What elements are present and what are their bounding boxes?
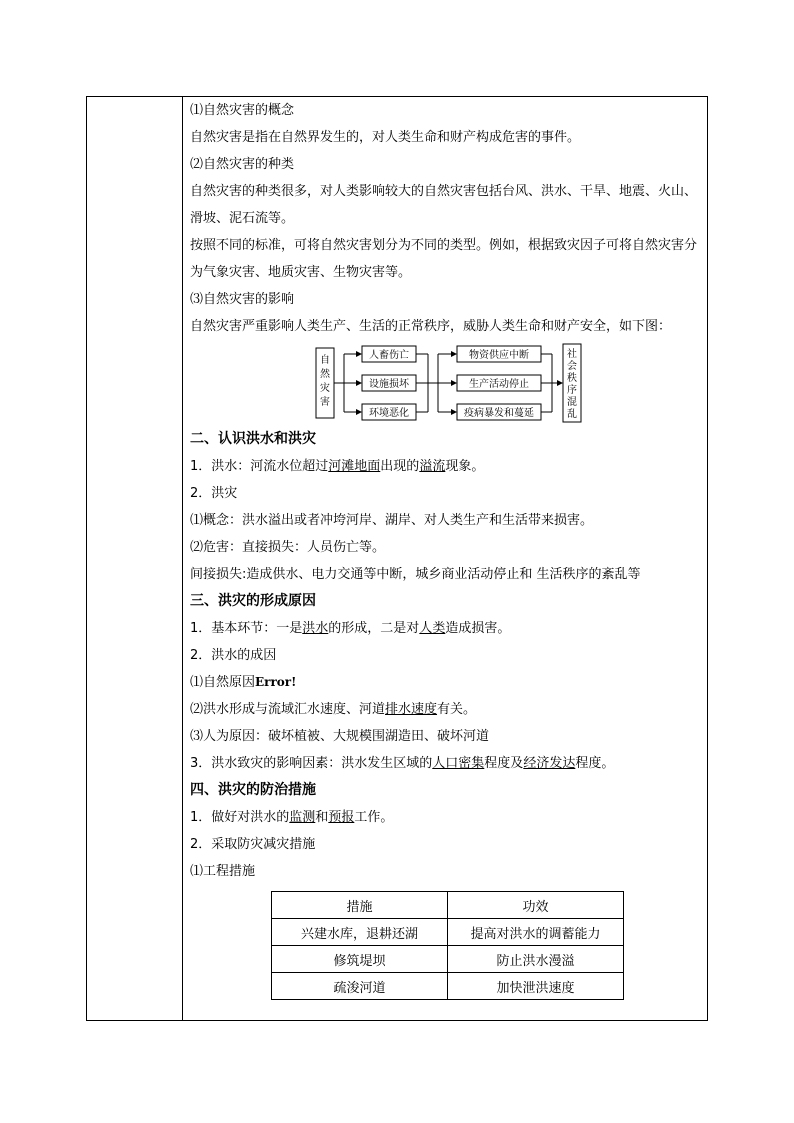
concept-text: 自然灾害是指在自然界发生的，对人类生命和财产构成危害的事件。	[190, 130, 581, 145]
flood-causes-heading: 2．洪水的成因	[190, 648, 277, 663]
result-char-0: 社	[567, 349, 577, 360]
source-char-3: 害	[320, 397, 330, 408]
flood-def-u1: 河滩地面	[328, 459, 381, 474]
error-marker: Error!	[255, 675, 297, 689]
basic-post: 造成损害。	[445, 621, 511, 636]
section-3-heading: 三、洪灾的形成原因	[190, 593, 316, 609]
right-label-1: 生产活动停止	[469, 379, 529, 390]
monitor-u2: 预报	[328, 810, 355, 825]
monitor-mid: 和	[315, 810, 329, 825]
flood-def-u2: 溢流	[419, 459, 446, 474]
natural-cause	[190, 669, 704, 696]
formation-factor	[190, 696, 704, 723]
source-char-1: 然	[320, 369, 330, 380]
section-2-heading: 二、认识洪水和洪灾	[190, 431, 316, 447]
natural-pre: ⑴自然原因	[190, 675, 256, 690]
formation-u: 排水速度	[385, 702, 438, 717]
formation-post: 有关。	[437, 702, 477, 717]
monitor-u1: 监测	[289, 810, 316, 825]
result-char-2: 秩	[567, 373, 577, 384]
factor-mid: 程度及	[484, 756, 524, 771]
factor-pre: 3．洪水致灾的影响因素：洪水发生区域的	[190, 756, 433, 771]
disaster-factors	[190, 750, 704, 777]
left-label-1: 设施损坏	[369, 379, 409, 390]
table-header-measure: 措施	[272, 892, 448, 919]
table-cell: 防止洪水漫溢	[448, 946, 624, 973]
basic-links	[190, 615, 704, 642]
measures-heading: 2．采取防灾减灾措施	[190, 837, 316, 852]
table-header-effect: 功效	[448, 892, 624, 919]
types-heading: ⑵自然灾害的种类	[190, 157, 295, 172]
factor-post: 程度。	[575, 756, 615, 771]
flood-def-post: 现象。	[445, 459, 485, 474]
classification-text: 按照不同的标准，可将自然灾害划分为不同的类型。例如，根据致灾因子可将自然灾害分为气象灾害、地质灾害、生物灾害等。	[190, 238, 698, 280]
flood-definition	[190, 453, 704, 480]
basic-pre: 1．基本环节：一是	[190, 621, 303, 636]
source-char-0: 自	[320, 355, 330, 366]
result-char-3: 序	[567, 385, 577, 396]
left-label-0: 人畜伤亡	[369, 350, 409, 361]
impact-heading: ⑶自然灾害的影响	[190, 292, 295, 307]
content-cell	[190, 97, 704, 1000]
left-label-2: 环境恶化	[369, 408, 409, 419]
table-cell: 加快泄洪速度	[448, 973, 624, 1000]
right-label-2: 疫病暴发和蔓延	[464, 408, 534, 419]
table-cell: 修筑堤坝	[272, 946, 448, 973]
result-char-4: 混	[567, 397, 577, 408]
engineering-heading: ⑴工程措施	[190, 864, 256, 879]
table-cell: 提高对洪水的调蓄能力	[448, 919, 624, 946]
right-label-0: 物资供应中断	[469, 350, 529, 361]
factor-u2: 经济发达	[523, 756, 576, 771]
factor-u1: 人口密集	[432, 756, 485, 771]
types-text: 自然灾害的种类很多，对人类影响较大的自然灾害包括台风、洪水、干旱、地震、火山、滑坡、泥石流等。	[190, 184, 698, 226]
flow-svg	[190, 342, 704, 424]
flood-disaster-concept: ⑴概念：洪水溢出或者冲垮河岸、湖岸、对人类生产和生活带来损害。	[190, 513, 594, 528]
table-cell: 疏浚河道	[272, 973, 448, 1000]
human-cause: ⑶人为原因：破坏植被、大规模围湖造田、破坏河道	[190, 729, 490, 744]
measures-table	[271, 891, 624, 1000]
flood-def-mid: 出现的	[380, 459, 420, 474]
basic-u1: 洪水	[302, 621, 329, 636]
table-row	[272, 973, 624, 1000]
table-header-row	[272, 892, 624, 919]
basic-u2: 人类	[419, 621, 446, 636]
flood-indirect-loss: 间接损失:造成供水、电力交通等中断，城乡商业活动停止和 生活秩序的紊乱等	[190, 567, 641, 582]
result-char-5: 乱	[567, 409, 577, 420]
monitor-pre: 1．做好对洪水的	[190, 810, 290, 825]
monitoring	[190, 804, 704, 831]
column-divider	[182, 97, 183, 1020]
basic-mid: 的形成，二是对	[328, 621, 420, 636]
formation-pre: ⑵洪水形成与流域汇水速度、河道	[190, 702, 386, 717]
flood-def-pre: 1．洪水：河流水位超过	[190, 459, 329, 474]
table-row	[272, 919, 624, 946]
impact-flow-diagram	[190, 342, 704, 424]
impact-text: 自然灾害严重影响人类生产、生活的正常秩序，威胁人类生命和财产安全，如下图：	[190, 319, 672, 334]
table-row	[272, 946, 624, 973]
source-char-2: 灾	[320, 383, 330, 394]
concept-heading: ⑴自然灾害的概念	[190, 103, 295, 118]
result-char-1: 会	[567, 361, 577, 372]
flood-disaster-heading: 2．洪灾	[190, 486, 238, 501]
outer-table-frame	[86, 96, 708, 1021]
monitor-post: 工作。	[354, 810, 394, 825]
flood-disaster-harm: ⑵危害：直接损失：人员伤亡等。	[190, 540, 386, 555]
section-4-heading: 四、洪灾的防治措施	[190, 782, 316, 798]
table-cell: 兴建水库，退耕还湖	[272, 919, 448, 946]
